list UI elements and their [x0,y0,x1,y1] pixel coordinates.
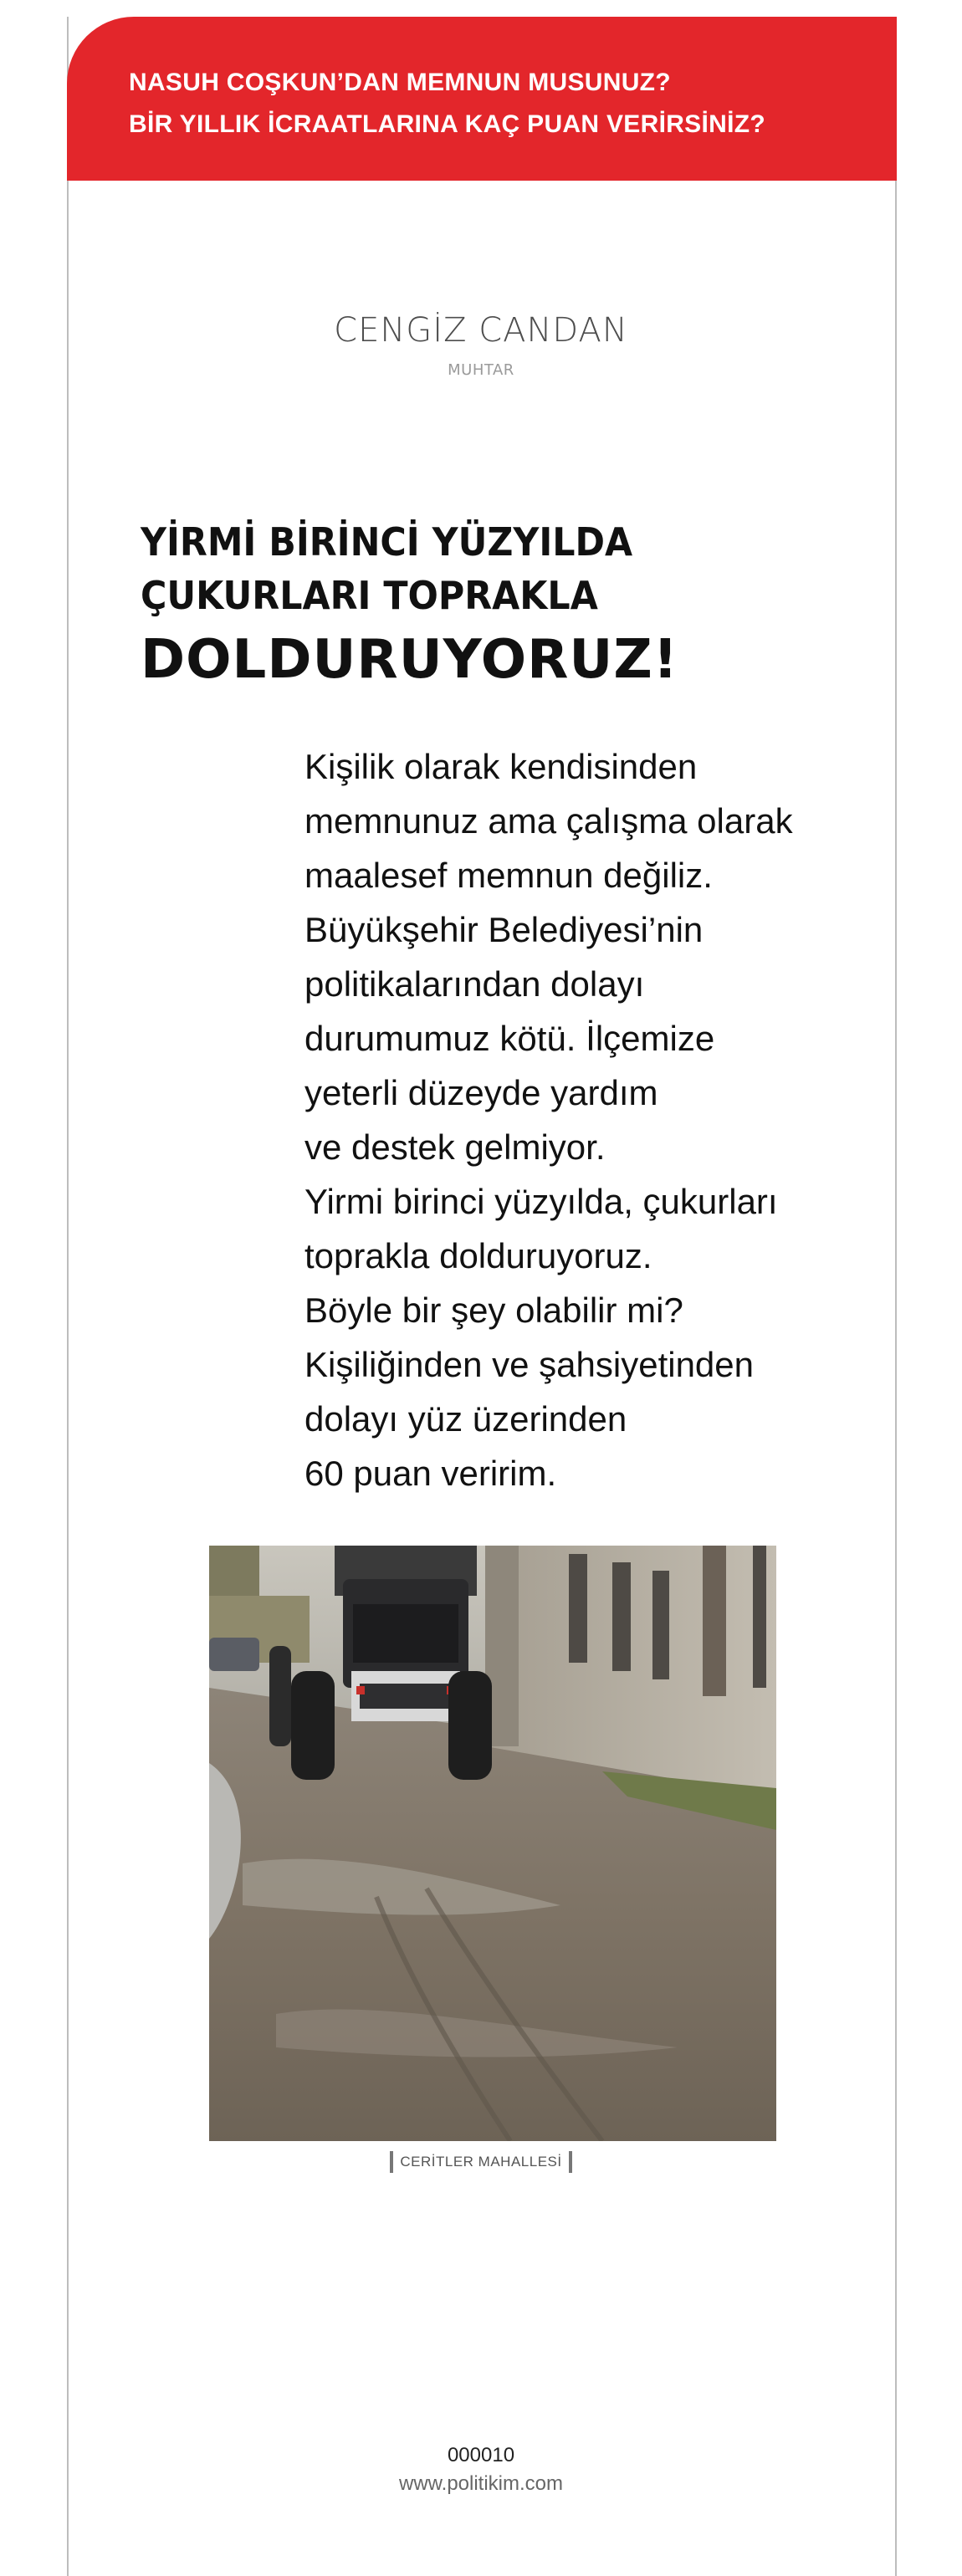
banner-question-line-1: NASUH COŞKUN’DAN MEMNUN MUSUNUZ? [129,69,671,96]
body-line: yeterli düzeyde yardım [304,1073,658,1112]
body-line: ve destek gelmiyor. [304,1127,606,1167]
body-line: toprakla dolduruyoruz. [304,1236,652,1275]
body-line: Büyükşehir Belediyesi’nin [304,910,704,949]
website-link[interactable]: www.politikim.com [398,2472,564,2495]
caption-text: CERİTLER MAHALLESİ [400,2154,562,2170]
author-role: MUHTAR [448,361,514,379]
body-line: Böyle bir şey olabilir mi? [304,1291,683,1330]
body-line: 60 puan veririm. [304,1454,557,1493]
headline-line-3: DOLDURUYORUZ! [141,629,678,691]
article-headline [141,515,893,698]
header-banner [67,17,897,181]
body-line: memnunuz ama çalışma olarak [304,801,793,841]
body-line: durumumuz kötü. İlçemize [304,1019,715,1058]
body-line: maalesef memnun değiliz. [304,856,713,895]
quote-body [304,739,823,1500]
banner-question-line-2: BİR YILLIK İCRAATLARINA KAÇ PUAN VERİRSİNİZ? [129,110,765,138]
grader-on-dirt-road-illustration [209,1546,776,2141]
photo-caption [0,2151,962,2173]
body-line: politikalarından dolayı [304,964,645,1004]
page-number: 000010 [447,2444,515,2466]
headline-line-2: ÇUKURLARI TOPRAKLA [141,573,598,618]
body-line: Kişiliğinden ve şahsiyetinden [304,1345,754,1384]
headline-line-1: YİRMİ BİRİNCİ YÜZYILDA [141,519,633,565]
caption-bar-left [390,2151,393,2173]
body-line: dolayı yüz üzerinden [304,1399,627,1439]
caption-bar-right [569,2151,572,2173]
author-name: CENGİZ CANDAN [334,311,628,350]
body-line: Yirmi birinci yüzyılda, çukurları [304,1182,778,1221]
street-photo [209,1546,776,2141]
body-line: Kişilik olarak kendisinden [304,747,698,786]
